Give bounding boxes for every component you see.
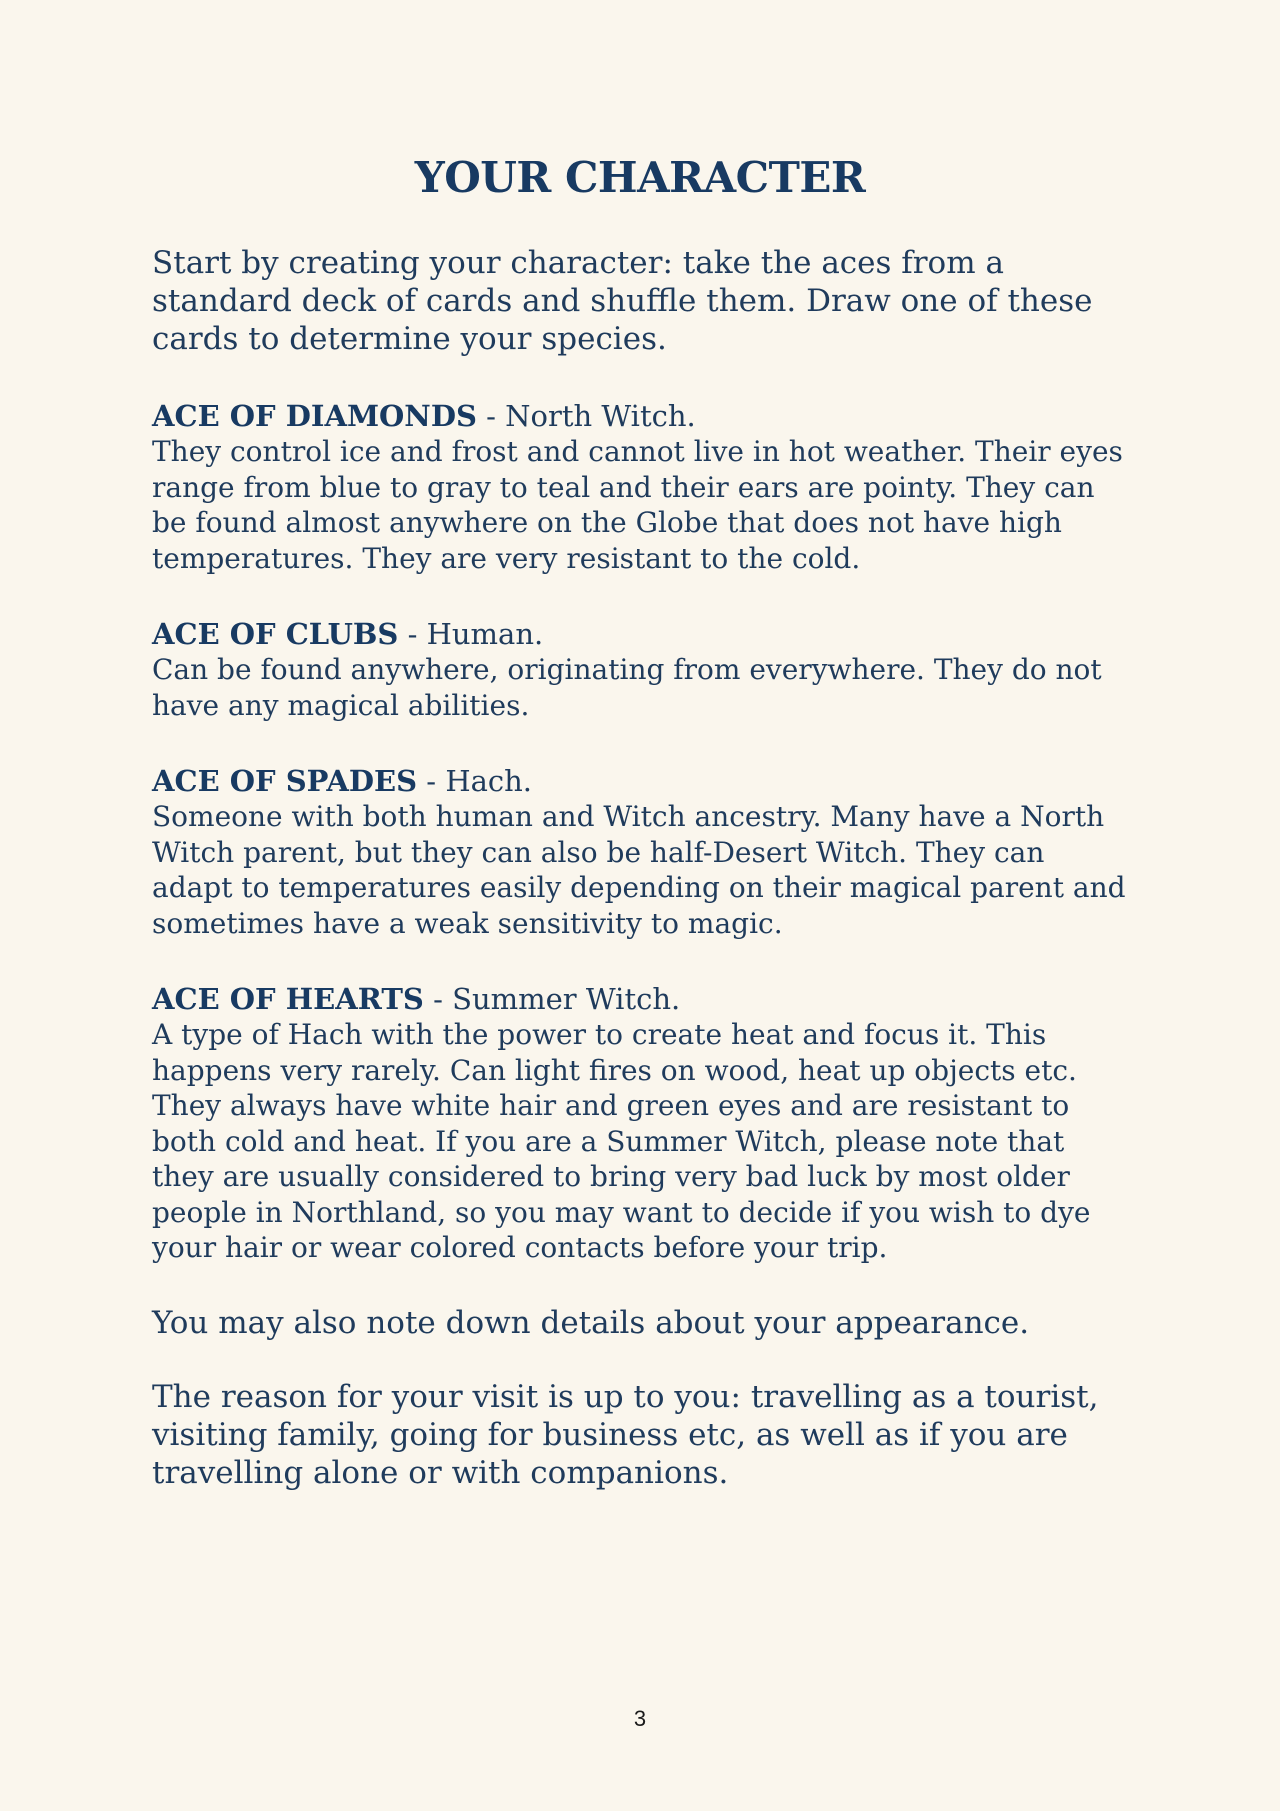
page-number: 3 [633,1706,647,1731]
appearance-note: You may also note down details about your appearance. [152,1304,1030,1341]
document-page [152,148,1128,1492]
entry-ace-of-clubs [152,616,1128,723]
ace-label: ACE OF DIAMONDS [152,399,477,433]
ace-label: ACE OF HEARTS [152,982,424,1016]
intro-paragraph: Start by creating your character: take the aces from a standard deck of cards and shuffle them. Draw one of these cards to determine your species. [152,245,1093,357]
entry-heading [152,398,1128,434]
entry-description: Someone with both human and Witch ancestry. Many have a North Witch parent, but they can also be half-Desert Witch. They can adapt to temperatures easily depending on their magical parent and sometimes have a weak sensitivity to magic. [152,800,1126,940]
entry-description: They control ice and frost and cannot live in hot weather. Their eyes range from blue to gray to teal and their ears are pointy. They can be found almost anywhere on the Globe that does not have high temperatures. They are very resistant to the cold. [152,435,1123,575]
entry-heading [152,981,1128,1017]
entry-ace-of-diamonds [152,398,1128,576]
species-label: - Summer Witch. [423,982,681,1016]
species-label: - Hach. [417,764,533,798]
entry-heading [152,616,1128,652]
species-label: - North Witch. [476,399,696,433]
ace-label: ACE OF SPADES [152,764,418,798]
ace-label: ACE OF CLUBS [152,617,399,651]
reason-note: The reason for your visit is up to you: travelling as a tourist, visiting family, going for business etc, as well as if you are travelling alone or with companions. [152,1378,1099,1491]
entry-description: Can be found anywhere, originating from everywhere. They do not have any magical abilities. [152,653,1102,722]
species-label: - Human. [398,617,544,651]
page-title: YOUR CHARACTER [414,153,866,202]
entry-ace-of-hearts [152,981,1128,1266]
entry-description: A type of Hach with the power to create heat and focus it. This happens very rarely. Can light fires on wood, heat up objects etc. They always have white hair and green eyes and are resistant to both cold and heat. If you are a Summer Witch, please note that they are usually considered to bring very bad luck by most older people in Northland, so you may want to decide if you wish to dye your hair or wear colored contacts before your trip. [152,1018,1091,1264]
entry-heading [152,763,1128,799]
entry-ace-of-spades [152,763,1128,941]
